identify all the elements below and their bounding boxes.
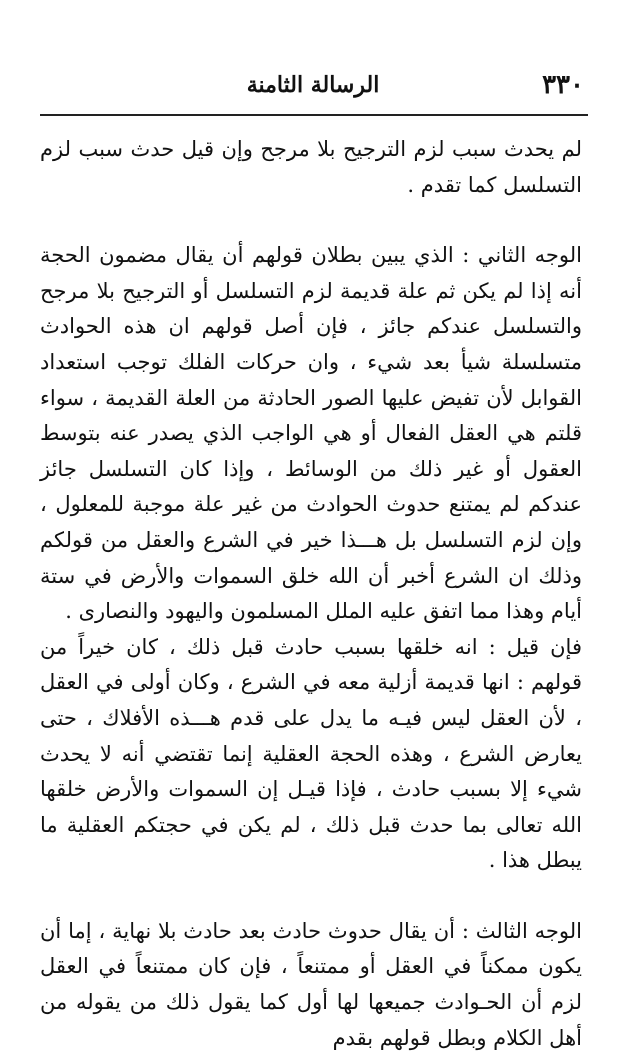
running-title: الرسالة الثامنة <box>246 72 380 98</box>
paragraph-gap <box>40 879 582 914</box>
paragraph-4: الوجه الثالث : أن يقال حدوث حادث بعد حادث بلا نهاية ، إما أن يكون ممكناً في العقل أو ممتنعاً ، فإن كان ممتنعاً في العقل لزم أن الحـوادث جميعها لها أول كما يقول ذلك من يقوله من أهل الكلام وبطل قولهم بقدم <box>40 918 582 1050</box>
page-number: ٣٣٠ <box>542 70 584 100</box>
page-header <box>42 66 584 106</box>
paragraph-2: الوجه الثاني : الذي يبين بطلان قولهم أن يقال مضمون الحجة أنه إذا لم يكن ثم علة قديمة لزم التسلسل أو الترجيح بلا مرجح والتسلسل عندكم جائز ، فإن أصل قولهم ان هذه الحوادث متسلسلة شيأ بعد شيء ، وان حركات الفلك توجب استعداد القوابل لأن تفيض عليها الصور الحادثة من العلة القديمة ، سواء قلتم هي العقل الفعال أو هي الواجب الذي يصدر عنه بتوسط العقول أو غير ذلك من الوسائط ، وإذا كان التسلسل جائز عندكم لم يمتنع حدوث الحوادث من غير علة موجبة للمعلول ، وإن لزم التسلسل بل هـــذا خير في الشرع والعقل من قولكم وذلك ان الشرع أخبر أن الله خلق السموات والأرض في ستة أيام وهذا مما اتفق عليه الملل المسلمون واليهود والنصارى . <box>40 243 582 624</box>
header-rule <box>40 114 588 116</box>
paragraph-gap <box>40 203 582 238</box>
body-text <box>40 132 582 1056</box>
paragraph-1: لم يحدث سبب لزم الترجيح بلا مرجح وإن قيل حدث سبب لزم التسلسل كما تقدم . <box>40 137 582 197</box>
paragraph-3: فإن قيل : انه خلقها بسبب حادث قبل ذلك ، كان خيراً من قولهم : انها قديمة أزلية معه في الشرع ، وكان أولى في العقل ، لأن العقل ليس فيـه ما يدل على قدم هـــذه الأفلاك ، حتى يعارض الشرع ، وهذه الحجة العقلية إنما تقتضي أنه لا يحدث شيء إلا بسبب حادث ، فإذا قيـل إن السموات والأرض خلقها الله تعالى بما حدث قبل ذلك ، لم يكن في حجتكم العقلية ما يبطل هذا . <box>40 634 582 873</box>
